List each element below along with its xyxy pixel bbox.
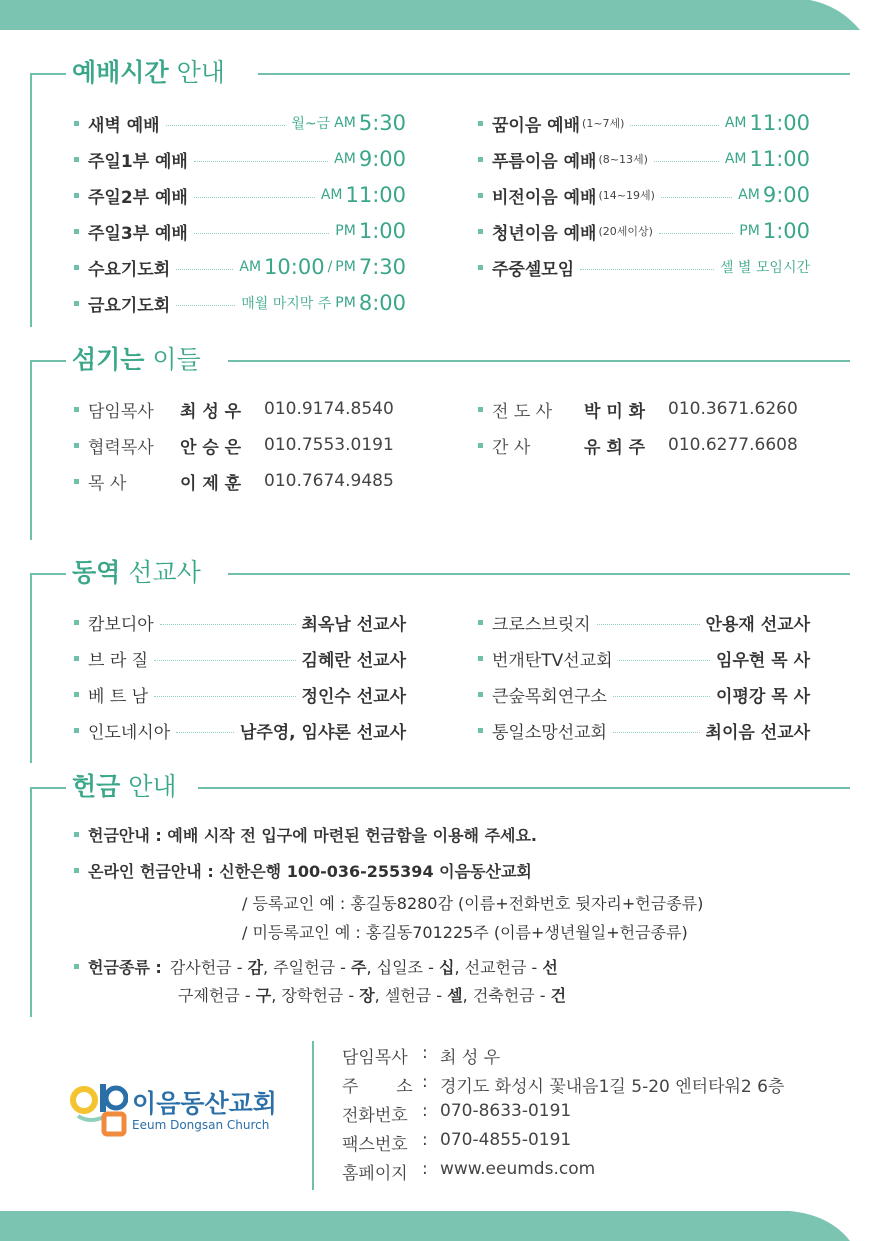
service-name: 주일2부 예배	[88, 187, 188, 208]
dotted-leader	[194, 161, 328, 162]
info-colon: :	[422, 1101, 428, 1121]
info-key: 주 소	[342, 1077, 413, 1097]
missionary-name: 최이음 선교사	[705, 722, 810, 743]
mission-place: 브 라 질	[88, 650, 149, 671]
missionary-name: 남주영, 임샤론 선교사	[239, 722, 406, 743]
church-logo-name: 이음동산교회	[132, 1089, 277, 1118]
info-value: 070-4855-0191	[440, 1130, 572, 1150]
missionary-name: 김혜란 선교사	[301, 650, 406, 671]
header-rule-right	[198, 787, 850, 789]
missionary-row	[74, 680, 406, 708]
offering-type-text: , 셀헌금 -	[374, 986, 448, 1005]
church-logo	[70, 1080, 295, 1140]
server-phone: 010.7553.0191	[264, 435, 394, 455]
offering-type-text: , 선교헌금 -	[454, 958, 543, 977]
offering-types-line2-row	[178, 983, 566, 1006]
service-time: 11:00	[345, 183, 406, 207]
offering-type-text: , 주일헌금 -	[263, 958, 351, 977]
info-value: 경기도 화성시 꽃내음1길 5-20 엔터타워2 6층	[440, 1077, 785, 1097]
top-decorative-band	[0, 0, 878, 30]
offering-type-text: 구제헌금 -	[178, 986, 256, 1005]
service-name: 비전이음 예배	[492, 187, 597, 208]
dotted-leader	[619, 660, 711, 661]
mission-place: 번개탄TV선교회	[492, 650, 613, 671]
servers-title: 섬기는 이들	[72, 345, 201, 374]
info-key: 팩스번호	[342, 1135, 408, 1155]
schedule-note: 셀 별 모임시간	[719, 260, 810, 276]
info-colon: :	[422, 1130, 428, 1150]
worship-row	[478, 217, 810, 245]
service-time: 11:00	[749, 111, 810, 135]
bullet	[74, 229, 79, 234]
bottom-decorative-band	[0, 1211, 878, 1241]
offering-online: 온라인 헌금안내 : 신한은행 100-036-255394 이음동산교회	[74, 859, 532, 882]
worship-row	[478, 109, 810, 137]
bullet	[478, 157, 483, 162]
missionary-row	[74, 644, 406, 672]
mission-place: 캄보디아	[88, 614, 154, 635]
mission-place: 통일소망선교회	[492, 722, 607, 743]
mission-place: 베 트 남	[88, 686, 149, 707]
dotted-leader	[176, 305, 235, 306]
am-pm: PM	[335, 223, 356, 239]
missionaries-title: 동역 선교사	[72, 558, 201, 587]
worship-row	[478, 253, 810, 281]
church-info-row	[342, 1101, 571, 1126]
dotted-leader	[654, 161, 719, 162]
footer-divider	[312, 1041, 314, 1190]
bullet	[478, 265, 483, 270]
offering-type-text: , 건축헌금 -	[462, 986, 551, 1005]
age-note: (1~7세)	[582, 117, 625, 130]
offering-code: 건	[550, 986, 567, 1005]
bullet	[74, 692, 79, 697]
section-vertical-rule	[30, 73, 32, 327]
server-name: 이 제 훈	[180, 473, 242, 494]
missionary-row	[74, 716, 406, 744]
bullet	[74, 407, 79, 412]
service-time: 9:00	[358, 147, 406, 171]
service-name: 새벽 예배	[88, 115, 160, 136]
bullet	[478, 407, 483, 412]
am-pm: AM	[334, 115, 356, 131]
offering-section	[0, 767, 878, 1022]
worship-row	[74, 145, 406, 173]
missionary-row	[478, 716, 810, 744]
bullet	[478, 620, 483, 625]
offering-code: 주	[351, 958, 367, 977]
service-time: 1:00	[762, 219, 810, 243]
service-time: 8:00	[358, 291, 406, 315]
church-logo-subtitle: Eeum Dongsan Church	[132, 1118, 270, 1132]
info-key: 홈페이지	[342, 1164, 408, 1184]
offering-type-text: , 장학헌금 -	[271, 986, 360, 1005]
missionary-name: 정인수 선교사	[301, 686, 406, 707]
header-rule-left	[30, 73, 66, 75]
service-time: 10:00	[264, 255, 325, 279]
schedule-note: 매월 마지막 주	[241, 296, 332, 312]
offering-unregistered-example: / 미등록교인 예 : 홍길동701225주 (이름+생년월일+헌금종류)	[242, 923, 688, 942]
service-name: 수요기도회	[88, 259, 171, 280]
time-separator: /	[327, 259, 333, 275]
dotted-leader	[154, 660, 295, 661]
service-name: 주일1부 예배	[88, 151, 188, 172]
server-role: 목 사	[88, 473, 127, 494]
missionary-row	[478, 680, 810, 708]
dotted-leader	[194, 197, 315, 198]
dotted-leader	[630, 125, 718, 126]
section-vertical-rule	[30, 787, 32, 1017]
bullet	[74, 868, 79, 873]
worship-row	[478, 145, 810, 173]
server-phone: 010.3671.6260	[668, 399, 798, 419]
service-name: 금요기도회	[88, 295, 171, 316]
schedule-note: 월~금	[291, 116, 331, 132]
dotted-leader	[613, 696, 710, 697]
am-pm: AM	[724, 151, 747, 167]
dotted-leader	[661, 197, 732, 198]
church-info-row	[342, 1130, 571, 1155]
bullet	[74, 479, 79, 484]
am-pm: AM	[334, 151, 356, 167]
worship-row	[74, 181, 406, 209]
dotted-leader	[160, 624, 296, 625]
bullet	[478, 656, 483, 661]
church-info-row	[342, 1159, 595, 1184]
am-pm: PM	[335, 295, 356, 311]
mission-place: 크로스브릿지	[492, 614, 591, 635]
service-name: 청년이음 예배	[492, 223, 597, 244]
bullet	[478, 229, 483, 234]
dotted-leader	[580, 269, 714, 270]
bullet	[74, 832, 79, 837]
worship-section	[0, 53, 878, 333]
missionary-row	[74, 608, 406, 636]
bullet	[478, 728, 483, 733]
bullet	[74, 157, 79, 162]
bullet	[478, 692, 483, 697]
offering-code: 십	[438, 958, 455, 977]
age-note: (20세이상)	[598, 225, 653, 238]
server-role: 협력목사	[88, 437, 154, 458]
header-rule-right	[228, 360, 850, 362]
am-pm: AM	[320, 187, 343, 203]
worship-header	[0, 53, 878, 93]
server-row	[478, 431, 798, 459]
server-phone: 010.9174.8540	[264, 399, 394, 419]
service-name: 주일3부 예배	[88, 223, 188, 244]
header-rule-right	[258, 73, 850, 75]
homepage-link[interactable]: www.eeumds.com	[440, 1159, 596, 1179]
mission-place: 큰숲목회연구소	[492, 686, 607, 707]
missionary-name: 최옥남 선교사	[301, 614, 406, 635]
offering-code: 감	[247, 958, 264, 977]
church-info-row	[342, 1072, 784, 1097]
worship-title: 예배시간 안내	[72, 58, 225, 87]
missionary-name: 임우현 목 사	[716, 650, 810, 671]
bullet	[74, 620, 79, 625]
info-value: 070-8633-0191	[440, 1101, 572, 1121]
server-row	[74, 467, 394, 495]
servers-section	[0, 340, 878, 540]
age-note: (14~19세)	[598, 189, 655, 202]
info-key: 전화번호	[342, 1106, 408, 1126]
bullet	[478, 193, 483, 198]
worship-row	[74, 289, 406, 317]
service-time: 9:00	[762, 183, 810, 207]
header-rule-left	[30, 787, 66, 789]
service-time: 7:30	[358, 255, 406, 279]
worship-row	[74, 109, 406, 137]
server-role: 담임목사	[88, 401, 154, 422]
server-name: 안 승 은	[180, 437, 242, 458]
offering-code: 장	[359, 986, 375, 1005]
am-pm: PM	[335, 259, 356, 275]
info-value: 최 성 우	[440, 1048, 501, 1068]
bullet	[74, 443, 79, 448]
missionary-name: 안용재 선교사	[705, 614, 810, 635]
servers-header	[0, 340, 878, 380]
service-time: 1:00	[358, 219, 406, 243]
bullet	[74, 121, 79, 126]
server-phone: 010.6277.6608	[668, 435, 798, 455]
offering-types-line2	[178, 983, 566, 1006]
bullet	[74, 728, 79, 733]
info-key: 담임목사	[342, 1048, 408, 1068]
offering-code: 선	[542, 958, 558, 977]
dotted-leader	[613, 732, 700, 733]
mission-place: 인도네시아	[88, 722, 171, 743]
info-colon: :	[422, 1159, 428, 1179]
offering-code: 구	[255, 986, 272, 1005]
header-rule-right	[228, 573, 850, 575]
server-row	[478, 395, 798, 423]
bullet	[74, 193, 79, 198]
dotted-leader	[194, 233, 329, 234]
info-colon: :	[422, 1043, 428, 1063]
header-rule-left	[30, 360, 66, 362]
offering-title: 헌금 안내	[72, 772, 177, 801]
dotted-leader	[176, 269, 233, 270]
service-time: 5:30	[358, 111, 406, 135]
missionaries-section	[0, 553, 878, 763]
dotted-leader	[659, 233, 733, 234]
missionary-row	[478, 608, 810, 636]
missionaries-header	[0, 553, 878, 593]
dotted-leader	[176, 732, 234, 733]
missionary-name: 이평강 목 사	[716, 686, 810, 707]
bullet	[74, 265, 79, 270]
bullet	[74, 301, 79, 306]
dotted-leader	[154, 696, 295, 697]
am-pm: AM	[724, 115, 747, 131]
section-vertical-rule	[30, 573, 32, 763]
service-name: 푸름이음 예배	[492, 151, 597, 172]
offering-types: 헌금종류 : 감사헌금 - 감, 주일헌금 - 주, 십일조 - 십, 선교헌금 - 선	[74, 955, 558, 978]
am-pm: AM	[738, 187, 760, 203]
bullet	[478, 443, 483, 448]
offering-registered-example: / 등록교인 예 : 홍길동8280감 (이름+전화번호 뒷자리+헌금종류)	[242, 894, 704, 913]
offering-header	[0, 767, 878, 807]
server-name: 최 성 우	[180, 401, 242, 422]
bullet	[74, 964, 79, 969]
header-rule-left	[30, 573, 66, 575]
dotted-leader	[166, 125, 286, 126]
am-pm: PM	[739, 223, 760, 239]
offering-type-text: 감사헌금 -	[169, 958, 248, 977]
server-name: 유 희 주	[584, 437, 646, 458]
offering-guide: 헌금안내 : 예배 시작 전 입구에 마련된 헌금함을 이용해 주세요.	[74, 823, 537, 846]
age-note: (8~13세)	[598, 153, 648, 166]
server-name: 박 미 화	[584, 401, 646, 422]
service-name: 꿈이음 예배	[492, 115, 581, 136]
worship-row	[74, 217, 406, 245]
church-info-row	[342, 1043, 500, 1068]
server-phone: 010.7674.9485	[264, 471, 394, 491]
info-colon: :	[422, 1072, 428, 1092]
offering-type-text: , 십일조 -	[366, 958, 439, 977]
offering-code: 셀	[447, 986, 463, 1005]
service-time: 11:00	[749, 147, 810, 171]
server-row	[74, 395, 394, 423]
offering-types-line1	[170, 955, 558, 978]
bullet	[74, 656, 79, 661]
server-role: 간 사	[492, 437, 531, 458]
dotted-leader	[597, 624, 700, 625]
worship-row	[478, 181, 810, 209]
worship-row	[74, 253, 406, 281]
church-logo-icon	[70, 1080, 128, 1140]
section-vertical-rule	[30, 360, 32, 540]
server-role: 전 도 사	[492, 401, 553, 422]
am-pm: AM	[239, 259, 262, 275]
service-name: 주중셀모임	[492, 259, 575, 280]
missionary-row	[478, 644, 810, 672]
server-row	[74, 431, 394, 459]
bullet	[478, 121, 483, 126]
